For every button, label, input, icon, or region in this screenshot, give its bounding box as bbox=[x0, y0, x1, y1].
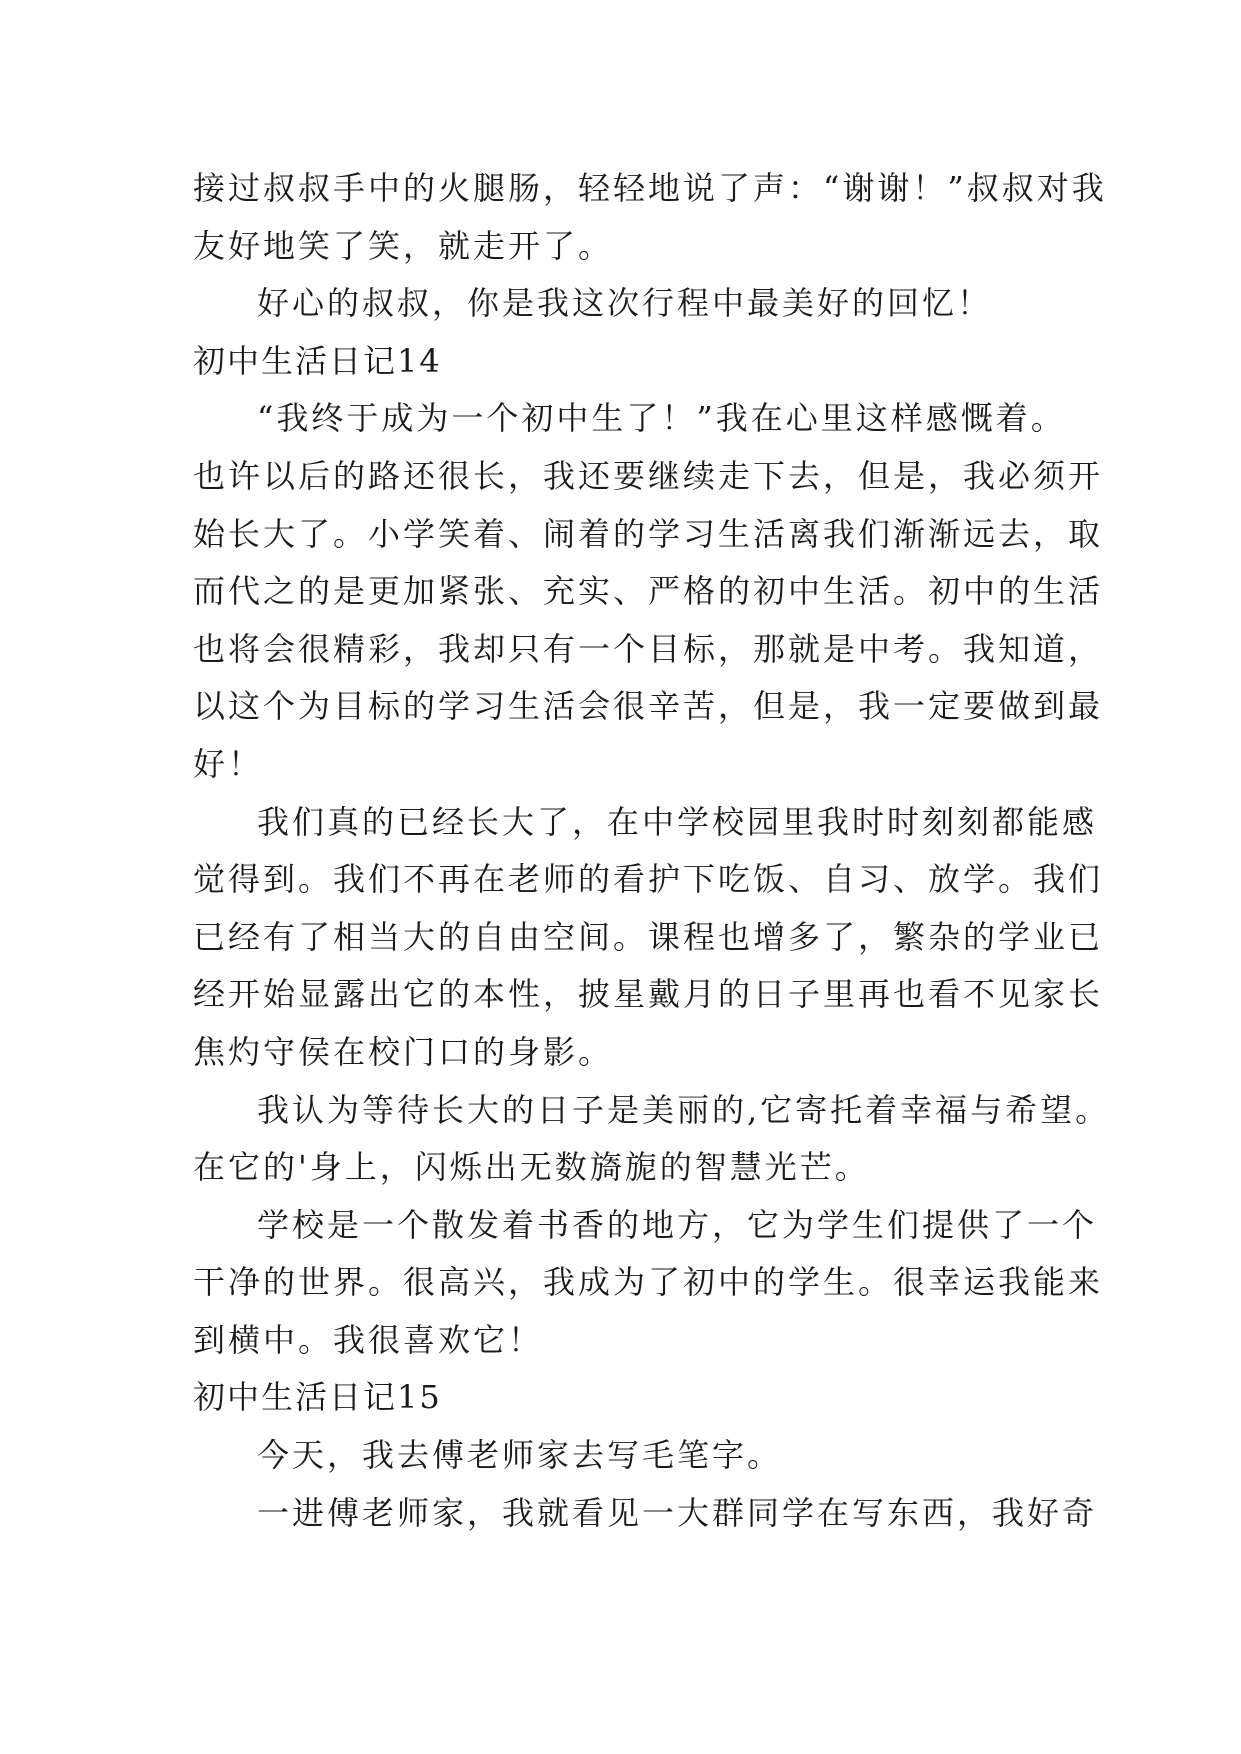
text-line: 到横中。我很喜欢它！ bbox=[193, 1320, 544, 1359]
text-line: 也将会很精彩，我却只有一个目标，那就是中考。我知道， bbox=[193, 629, 1104, 668]
paragraph-line: 好心的叔叔，你是我这次行程中最美好的回忆！ bbox=[257, 284, 993, 323]
text-line: 觉得到。我们不再在老师的看护下吃饭、自习、放学。我们 bbox=[193, 860, 1104, 899]
text-line: 接过叔叔手中的火腿肠，轻轻地说了声：“谢谢！”叔叔对我 bbox=[193, 169, 1107, 207]
paragraph-line: 今天，我去傅老师家去写毛笔字。 bbox=[257, 1436, 783, 1475]
paragraph-line: 学校是一个散发着书香的地方，它为学生们提供了一个 bbox=[257, 1205, 1098, 1244]
paragraph-line: 一进傅老师家，我就看见一大群同学在写东西，我好奇 bbox=[257, 1493, 1098, 1532]
text-line: 焦灼守侯在校门口的身影。 bbox=[193, 1032, 614, 1071]
section-heading: 初中生活日记14 bbox=[193, 341, 442, 380]
text-line: 已经有了相当大的自由空间。课程也增多了，繁杂的学业已 bbox=[193, 917, 1104, 956]
text-line: 以这个为目标的学习生活会很辛苦，但是，我一定要做到最 bbox=[193, 687, 1104, 726]
text-line: 好！ bbox=[193, 744, 264, 783]
text-line: 干净的世界。很高兴，我成为了初中的学生。很幸运我能来 bbox=[193, 1263, 1104, 1302]
text-line: 友好地笑了笑，就走开了。 bbox=[193, 226, 614, 265]
text-line: 在它的'身上，闪烁出无数旖旎的智慧光芒。 bbox=[193, 1148, 870, 1187]
paragraph-line: “我终于成为一个初中生了！”我在心里这样感慨着。 bbox=[257, 399, 1066, 438]
text-line: 而代之的是更加紧张、充实、严格的初中生活。初中的生活 bbox=[193, 572, 1104, 611]
section-heading: 初中生活日记15 bbox=[193, 1378, 442, 1417]
paragraph-line: 我认为等待长大的日子是美丽的,它寄托着幸福与希望。 bbox=[257, 1090, 1111, 1129]
document-body bbox=[193, 160, 1111, 1542]
text-line: 也许以后的路还很长，我还要继续走下去，但是，我必须开 bbox=[193, 456, 1104, 495]
text-line: 经开始显露出它的本性，披星戴月的日子里再也看不见家长 bbox=[193, 975, 1104, 1014]
paragraph-line: 我们真的已经长大了，在中学校园里我时时刻刻都能感 bbox=[257, 802, 1098, 841]
text-line: 始长大了。小学笑着、闹着的学习生活离我们渐渐远去，取 bbox=[193, 514, 1104, 553]
